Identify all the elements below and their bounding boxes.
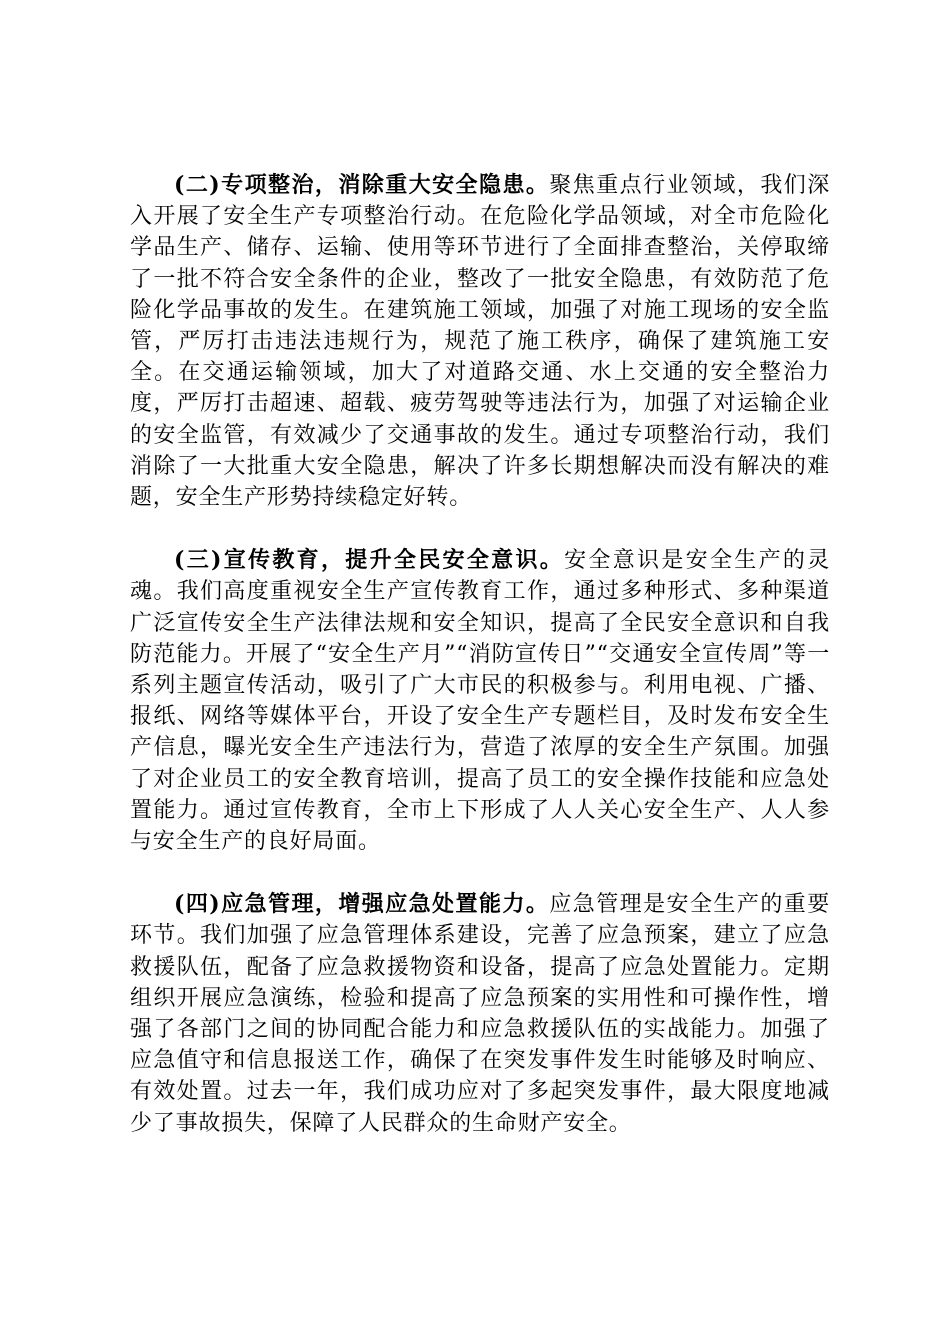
paragraph-special-rectification — [130, 170, 830, 513]
paragraph-publicity-education — [130, 545, 830, 857]
paragraph-body: 应急管理是安全生产的重要环节。我们加强了应急管理体系建设，完善了应急预案，建立了应急救援队伍，配备了应急救援物资和设备，提高了应急处置能力。定期组织开展应急演练，检验和提高了应急预案的实用性和可操作性，增强了各部门之间的协同配合能力和应急救援队伍的实战能力。加强了应急值守和信息报送工作，确保了在突发事件发生时能够及时响应、有效处置。过去一年，我们成功应对了多起突发事件，最大限度地减少了事故损失，保障了人民群众的生命财产安全。 — [130, 892, 831, 1136]
paragraph-body: 聚焦重点行业领域，我们深入开展了安全生产专项整治行动。在危险化学品领域，对全市危险化学品生产、储存、运输、使用等环节进行了全面排查整治，关停取缔了一批不符合安全条件的企业，整改了一批安全隐患，有效防范了危险化学品事故的发生。在建筑施工领域，加强了对施工现场的安全监管，严厉打击违法违规行为，规范了施工秩序，确保了建筑施工安全。在交通运输领域，加大了对道路交通、水上交通的安全整治力度，严厉打击超速、超载、疲劳驾驶等违法行为，加强了对运输企业的安全监管，有效减少了交通事故的发生。通过专项整治行动，我们消除了一大批重大安全隐患，解决了许多长期想解决而没有解决的难题，安全生产形势持续稳定好转。 — [130, 173, 831, 511]
paragraph-emergency-management — [130, 889, 830, 1139]
paragraph-heading: (四)应急管理，增强应急处置能力。 — [174, 891, 550, 918]
paragraph-heading: (三)宣传教育，提升全民安全意识。 — [174, 547, 565, 574]
document-page — [130, 170, 830, 1171]
paragraph-body: 安全意识是安全生产的灵魂。我们高度重视安全生产宣传教育工作，通过多种形式、多种渠道广泛宣传安全生产法律法规和安全知识，提高了全民安全意识和自我防范能力。开展了“安全生产月”“消防宣传日”“交通安全宣传周”等一系列主题宣传活动，吸引了广大市民的积极参与。利用电视、广播、报纸、网络等媒体平台，开设了安全生产专题栏目，及时发布安全生产信息，曝光安全生产违法行为，营造了浓厚的安全生产氛围。加强了对企业员工的安全教育培训，提高了员工的安全操作技能和应急处置能力。通过宣传教育，全市上下形成了人人关心安全生产、人人参与安全生产的良好局面。 — [130, 548, 830, 855]
paragraph-heading: (二)专项整治，消除重大安全隐患。 — [174, 172, 550, 198]
